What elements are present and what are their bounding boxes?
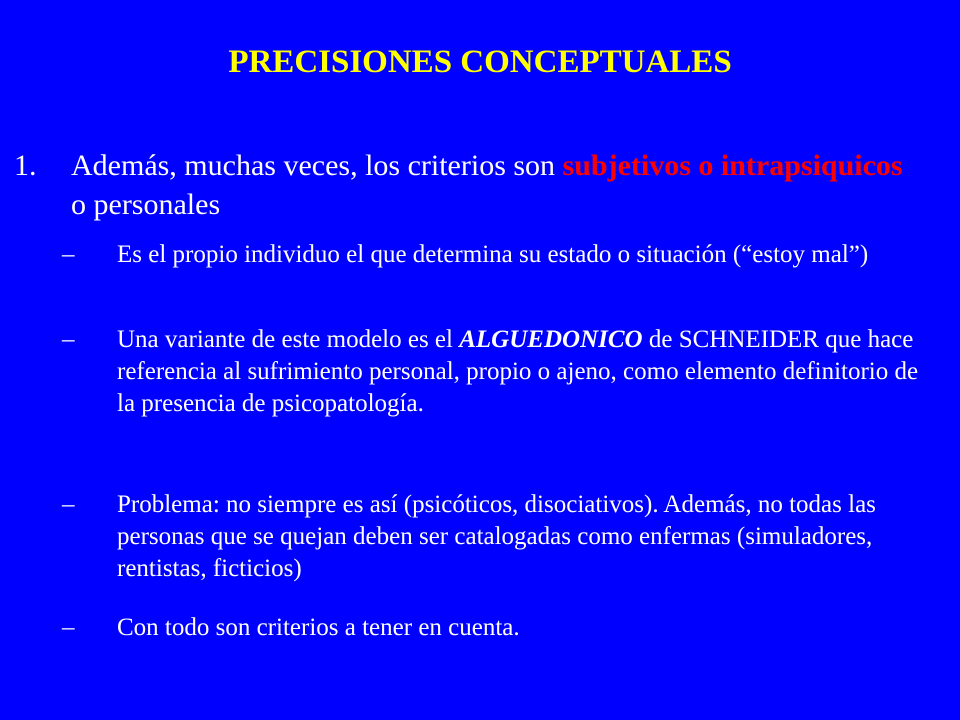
subpoint-text (117, 324, 942, 420)
numbered-point-1 (14, 146, 914, 224)
subpoint-emphasis: ALGUEDONICO (459, 326, 643, 353)
subpoint-text: Problema: no siempre es así (psicóticos, disociativos). Además, no todas las personas que se quejan deben ser catalogadas como enfermas (simuladores, rentistas, ficticios) (117, 491, 876, 582)
point-text (71, 146, 914, 224)
point-number: 1. (14, 149, 37, 182)
subpoint-4 (62, 612, 942, 644)
subpoint-text-before: Una variante de este modelo es el (117, 326, 460, 353)
point-highlight: subjetivos o intrapsiquicos (562, 149, 903, 182)
subpoint-3 (62, 489, 942, 585)
subpoint-dash: – (62, 241, 75, 268)
subpoint-1 (62, 239, 942, 271)
subpoint-text: Es el propio individuo el que determina su estado o situación (“estoy mal”) (117, 241, 869, 268)
subpoint-dash: – (62, 491, 75, 518)
subpoint-text: Con todo son criterios a tener en cuenta. (117, 614, 520, 641)
point-text-before: Además, muchas veces, los criterios son (71, 149, 563, 182)
subpoint-2 (62, 324, 942, 420)
subpoint-text-after: de SCHNEIDER que hace referencia al sufrimiento personal, propio o ajeno, como elemento definitorio de la presencia de psicopatología. (117, 326, 919, 417)
slide-title: PRECISIONES CONCEPTUALES (228, 44, 732, 80)
subpoint-dash: – (62, 326, 75, 353)
subpoint-dash: – (62, 614, 75, 641)
point-text-after: o personales (71, 188, 221, 221)
